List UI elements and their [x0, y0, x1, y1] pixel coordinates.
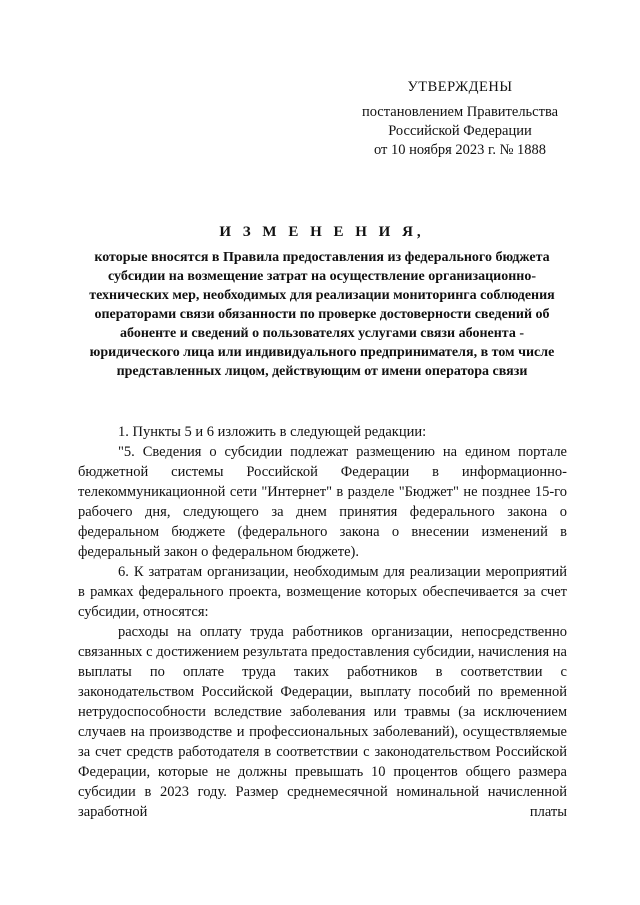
approval-line-country: Российской Федерации [388, 123, 532, 139]
paragraph-2: "5. Сведения о субсидии подлежат размещению на едином портале бюджетной системы Российской Федерации в информационно-телекоммуникационной сети "Интернет" в разделе "Бюджет" не позднее 15-го рабочего дня, следующего за днем принятия федерального закона о федеральном бюджете (федерального закона о внесении изменений в федеральный закон о федеральном бюджете). [78, 444, 567, 560]
paragraph-4: расходы на оплату труда работников организации, непосредственно связанных с достижением результата предоставления субсидии, начисления на выплаты по оплате труда таких работников в соответствии с законодательством Российской Федерации, выплату пособий по временной нетрудоспособности вследствие заболевания или травмы (за исключением случаев на производстве и профессиональных заболеваний), осуществляемые за счет средств работодателя в соответствии с законодательством Российской Федерации, которые не должны превышать 10 процентов общего размера субсидии в 2023 году. Размер среднемесячной номинальной начисленной заработной платы [78, 624, 567, 820]
approval-line-resolution: постановлением Правительства [361, 104, 559, 120]
document-body [78, 422, 567, 822]
document-title: И З М Е Н Е Н И Я, [219, 224, 425, 240]
approval-stamp [330, 78, 590, 160]
paragraph-1: 1. Пункты 5 и 6 изложить в следующей редакции: [118, 424, 427, 440]
approval-title: УТВЕРЖДЕНЫ [407, 79, 513, 95]
paragraph-3: 6. К затратам организации, необходимым для реализации мероприятий в рамках федерального проекта, возмещение которых обеспечивается за счет субсидии, относятся: [78, 564, 567, 620]
document-subtitle: которые вносятся в Правила предоставления из федерального бюджета субсидии на возмещение затрат на осуществление организационно-технических мер, необходимых для реализации мониторинга соблюдения операторами связи обязанности по проверке достоверности сведений об абоненте и сведений о пользователях услугами связи абонента - юридического лица или индивидуального предпринимателя, в том числе представленных лицом, действующим от имени оператора связи [89, 250, 555, 379]
approval-line-date: от 10 ноября 2023 г. № 1888 [373, 142, 547, 158]
